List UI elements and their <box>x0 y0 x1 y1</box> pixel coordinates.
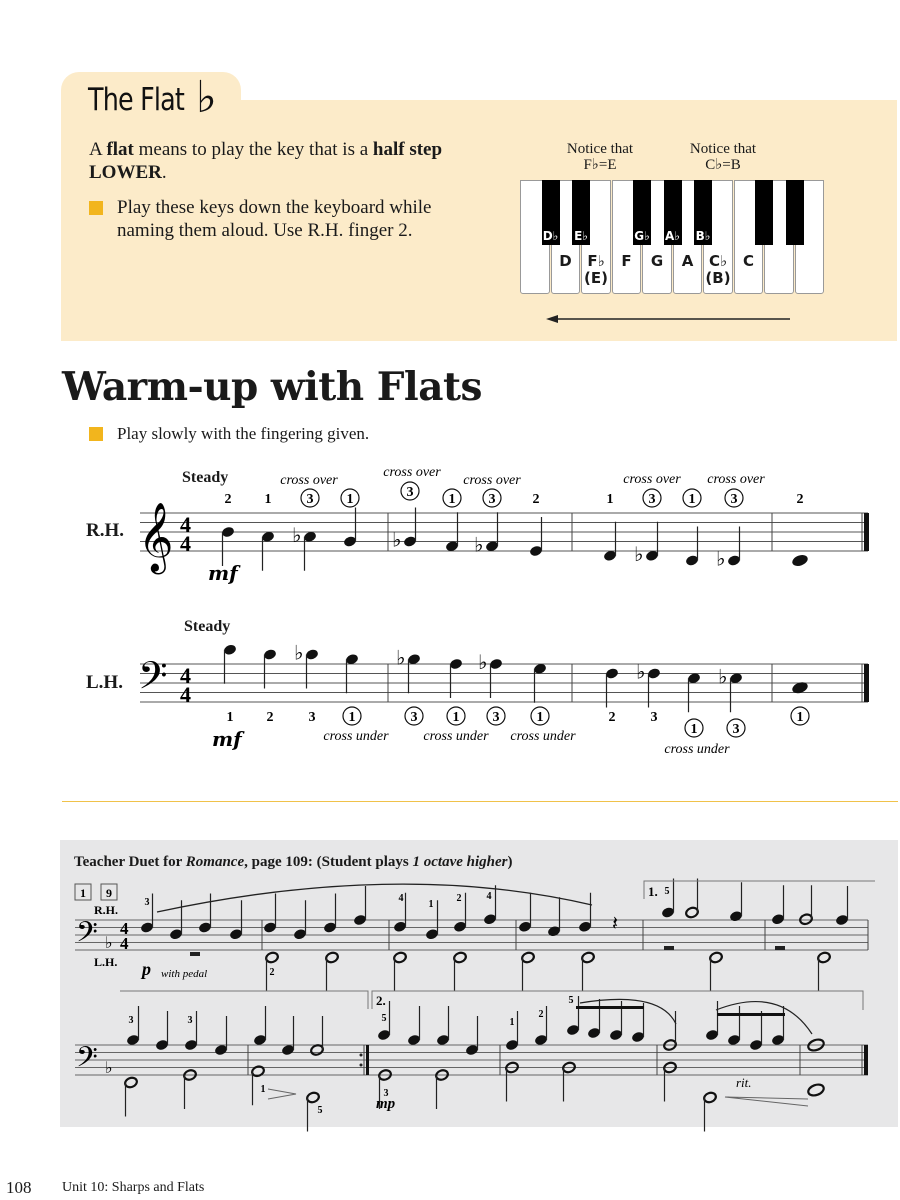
white-key-label: F <box>621 252 632 270</box>
svg-text:3: 3 <box>128 1015 134 1026</box>
svg-text:1: 1 <box>80 886 86 900</box>
def-text: . <box>161 162 167 183</box>
svg-text:4: 4 <box>486 891 492 902</box>
notice-line: Notice that <box>566 141 634 157</box>
svg-text:4: 4 <box>180 531 191 556</box>
svg-text:1: 1 <box>688 492 696 507</box>
svg-text:with pedal: with pedal <box>161 968 208 980</box>
svg-text:2: 2 <box>608 710 616 725</box>
rh-tempo: Steady <box>182 469 229 486</box>
svg-text:p: p <box>142 959 151 979</box>
svg-text:1: 1 <box>260 1084 266 1095</box>
section-title: Warm-up with Flats <box>62 364 482 410</box>
white-key-label: G <box>650 252 664 270</box>
unit-title: Unit 10: Sharps and Flats <box>62 1180 205 1195</box>
def-text: A <box>89 139 107 160</box>
svg-text:3: 3 <box>187 1015 193 1026</box>
flat-section-title: The Flat <box>88 82 185 118</box>
svg-text:4: 4 <box>398 893 404 904</box>
duet-title-text: , page 109: (Student plays <box>244 854 413 870</box>
svg-text:cross over: cross over <box>623 472 681 487</box>
notice-line: F♭=E <box>583 157 617 173</box>
black-key-label: G♭ <box>634 229 650 243</box>
svg-text:1: 1 <box>536 710 544 725</box>
white-key-label: C♭ (B) <box>705 252 731 287</box>
svg-text:♭: ♭ <box>294 640 304 665</box>
svg-text:♭: ♭ <box>292 522 302 547</box>
def-bold-half-step: half step LOWER <box>89 139 443 183</box>
svg-text:mp: mp <box>376 1096 396 1112</box>
svg-text:1: 1 <box>428 899 434 910</box>
svg-text:𝄞: 𝄞 <box>138 502 174 572</box>
notice-line: Notice that <box>689 141 757 157</box>
def-text: means to play the key that is a <box>133 139 373 160</box>
svg-text:2: 2 <box>269 967 275 978</box>
svg-text:♭: ♭ <box>105 1060 113 1077</box>
svg-text:𝄢: 𝄢 <box>76 1041 98 1081</box>
svg-text:cross over: cross over <box>280 473 338 488</box>
svg-text:3: 3 <box>144 897 150 908</box>
svg-text:5: 5 <box>381 1013 387 1024</box>
svg-text:1: 1 <box>346 492 354 507</box>
svg-text:4: 4 <box>120 934 129 953</box>
svg-text:3: 3 <box>308 710 316 725</box>
svg-text:3: 3 <box>650 710 658 725</box>
duet-title-text: Teacher Duet for <box>74 854 186 870</box>
svg-text:♭: ♭ <box>636 659 646 684</box>
svg-text:♭: ♭ <box>718 664 728 689</box>
svg-text:2: 2 <box>538 1009 544 1020</box>
svg-text:4: 4 <box>180 682 191 707</box>
svg-text:cross over: cross over <box>463 473 521 488</box>
svg-text:cross under: cross under <box>423 729 489 744</box>
svg-text:4: 4 <box>120 919 129 938</box>
notice-line: C♭=B <box>705 157 741 173</box>
svg-text:𝄢: 𝄢 <box>138 653 168 707</box>
flat-instruction: Play these keys down the keyboard while naming them aloud. Use R.H. finger 2. <box>117 197 432 241</box>
svg-text:mf: mf <box>208 561 238 585</box>
svg-text:R.H.: R.H. <box>94 903 118 917</box>
black-key-label: E♭ <box>574 229 588 243</box>
svg-text:1: 1 <box>796 710 804 725</box>
svg-text:2: 2 <box>456 893 462 904</box>
white-key-label: D <box>559 252 572 270</box>
black-key-label: B♭ <box>695 229 711 243</box>
page-number: 108 <box>6 1178 32 1197</box>
svg-text:3: 3 <box>406 485 414 500</box>
svg-text:3: 3 <box>488 492 496 507</box>
white-key-label: C <box>742 252 754 270</box>
svg-text:3: 3 <box>410 710 418 725</box>
svg-text:1.: 1. <box>648 884 658 899</box>
flat-symbol-icon: ♭ <box>196 72 217 123</box>
svg-text:mf: mf <box>212 727 242 751</box>
svg-text:5: 5 <box>568 995 574 1006</box>
warmup-instruction: Play slowly with the fingering given. <box>117 424 370 443</box>
svg-text:3: 3 <box>732 722 740 737</box>
svg-text:1: 1 <box>264 492 272 507</box>
svg-text:1: 1 <box>348 710 356 725</box>
svg-text:1: 1 <box>448 492 456 507</box>
svg-text:3: 3 <box>306 492 314 507</box>
svg-text:2: 2 <box>532 492 540 507</box>
svg-text:9: 9 <box>106 886 112 900</box>
svg-text:♭: ♭ <box>396 645 406 670</box>
svg-text:L.H.: L.H. <box>94 955 118 969</box>
svg-text:♭: ♭ <box>478 650 488 674</box>
rh-label: R.H. <box>86 520 124 541</box>
svg-text:1: 1 <box>452 710 460 725</box>
duet-title-song: Romance <box>185 854 245 870</box>
def-bold-flat: flat <box>106 139 134 160</box>
svg-text:2.: 2. <box>376 993 386 1008</box>
duet-title-octave: 1 octave higher <box>412 854 508 870</box>
svg-text:5: 5 <box>317 1105 323 1116</box>
lh-label: L.H. <box>86 672 123 693</box>
duet-title-text: ) <box>507 854 513 870</box>
svg-text:cross under: cross under <box>664 742 730 757</box>
black-key-label: D♭ <box>542 229 559 243</box>
svg-text:rit.: rit. <box>736 1075 752 1090</box>
svg-text:1: 1 <box>226 710 234 725</box>
svg-text:cross over: cross over <box>383 465 441 480</box>
svg-text:3: 3 <box>492 710 500 725</box>
svg-text:1: 1 <box>606 492 614 507</box>
svg-text:♭: ♭ <box>105 935 113 952</box>
svg-text:cross under: cross under <box>510 729 576 744</box>
svg-text:1: 1 <box>690 722 698 737</box>
svg-text:5: 5 <box>664 886 670 897</box>
svg-text:2: 2 <box>224 492 232 507</box>
svg-text:4: 4 <box>180 512 191 537</box>
white-key-label: F♭ (E) <box>584 252 608 287</box>
svg-text:𝄽: 𝄽 <box>612 911 619 935</box>
svg-text:3: 3 <box>730 492 738 507</box>
svg-text:♭: ♭ <box>474 532 484 557</box>
svg-text:♭: ♭ <box>716 546 726 571</box>
lh-tempo: Steady <box>184 618 231 635</box>
svg-text:cross over: cross over <box>707 472 765 487</box>
svg-text:♭: ♭ <box>392 527 402 552</box>
svg-text:3: 3 <box>383 1088 389 1099</box>
svg-text:2: 2 <box>266 710 274 725</box>
svg-text:3: 3 <box>648 492 656 507</box>
black-key-label: A♭ <box>665 229 680 243</box>
svg-text:𝄢: 𝄢 <box>76 916 98 956</box>
svg-text:♭: ♭ <box>634 541 644 566</box>
svg-text:4: 4 <box>180 663 191 688</box>
svg-text:2: 2 <box>796 492 804 507</box>
svg-text:1: 1 <box>509 1017 515 1028</box>
svg-text:cross under: cross under <box>323 729 389 744</box>
white-key-label: A <box>681 252 694 270</box>
